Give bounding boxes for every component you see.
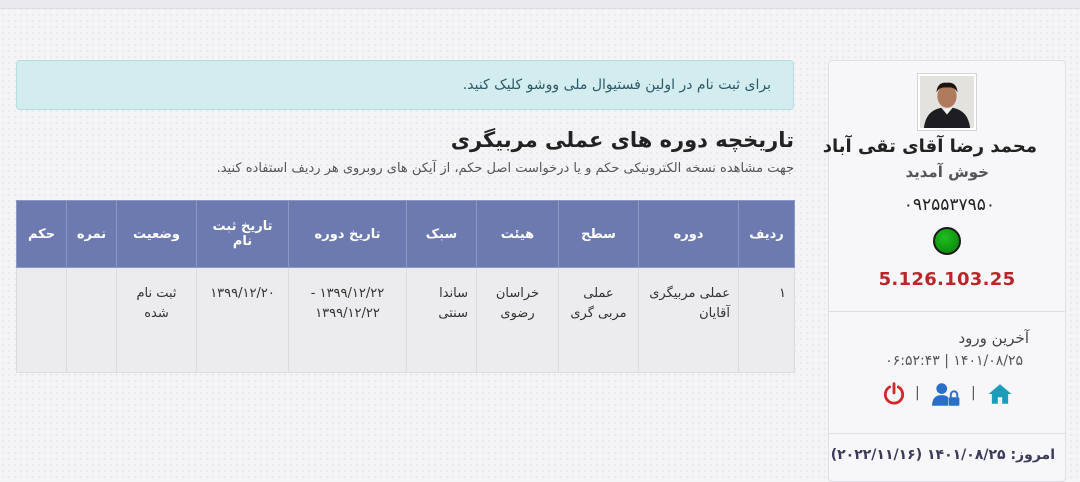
cell-board: خراسان رضوی: [477, 268, 559, 373]
cell-course-date: ۱۳۹۹/۱۲/۲۲ - ۱۳۹۹/۱۲/۲۲: [289, 268, 407, 373]
ip-address: 5.126.103.25: [878, 269, 1016, 290]
welcome-text: خوش آمدید: [905, 163, 989, 181]
col-header-board: هیئت: [477, 201, 559, 268]
col-header-row-number: ردیف: [739, 201, 795, 268]
page-title: تاریخچه دوره های عملی مربیگری: [450, 128, 794, 152]
cell-level: عملی مربی گری: [559, 268, 639, 373]
cell-certificate: [17, 268, 67, 373]
cell-course: عملی مربیگری آقایان: [639, 268, 739, 373]
col-header-status: وضعیت: [117, 201, 197, 268]
last-login-label: آخرین ورود: [958, 329, 1029, 347]
profile-sidebar: [822, 60, 1066, 482]
col-header-course-date: تاریخ دوره: [289, 201, 407, 268]
table-row: [17, 268, 795, 373]
col-header-registration-date: تاریخ ثبت نام: [197, 201, 289, 268]
top-bar: [0, 0, 1080, 9]
col-header-score: نمره: [67, 201, 117, 268]
sidebar-actions: [879, 381, 1019, 411]
icon-separator: |: [971, 385, 976, 401]
home-icon[interactable]: [987, 381, 1013, 407]
cell-style: ساندا سنتی: [407, 268, 477, 373]
cell-status: ثبت نام شده: [117, 268, 197, 373]
festival-registration-alert[interactable]: [16, 60, 794, 110]
col-header-certificate: حکم: [17, 201, 67, 268]
user-lock-icon[interactable]: [931, 381, 961, 407]
cell-registration-date: ۱۳۹۹/۱۲/۲۰: [197, 268, 289, 373]
user-name: محمد رضا آقای تقی آباد: [822, 136, 1037, 157]
icon-separator: |: [915, 385, 920, 401]
avatar: [917, 73, 977, 131]
col-header-level: سطح: [559, 201, 639, 268]
coaching-history-table: [16, 200, 795, 373]
last-login-value: ۱۴۰۱/۰۸/۲۵ | ۰۶:۵۲:۴۳: [885, 353, 1023, 369]
online-status-indicator: [933, 227, 961, 255]
power-icon[interactable]: [881, 381, 907, 407]
col-header-course: دوره: [639, 201, 739, 268]
divider: [829, 433, 1065, 434]
phone-number: ۰۹۲۵۵۳۷۹۵۰: [903, 195, 995, 215]
avatar-photo: [920, 76, 974, 128]
cell-row-number: ۱: [739, 268, 795, 373]
col-header-style: سبک: [407, 201, 477, 268]
table-header-row: [17, 201, 795, 268]
page-description: جهت مشاهده نسخه الکترونیکی حکم و یا درخواست اصل حکم، از آیکن های روبروی هر ردیف استفاده کنید.: [216, 161, 794, 176]
alert-text[interactable]: برای ثبت نام در اولین فستیوال ملی ووشو کلیک کنید.: [462, 77, 771, 93]
cell-score: [67, 268, 117, 373]
divider: [829, 311, 1065, 312]
today-date: امروز: ۱۴۰۱/۰۸/۲۵ (۲۰۲۲/۱۱/۱۶): [830, 447, 1055, 463]
